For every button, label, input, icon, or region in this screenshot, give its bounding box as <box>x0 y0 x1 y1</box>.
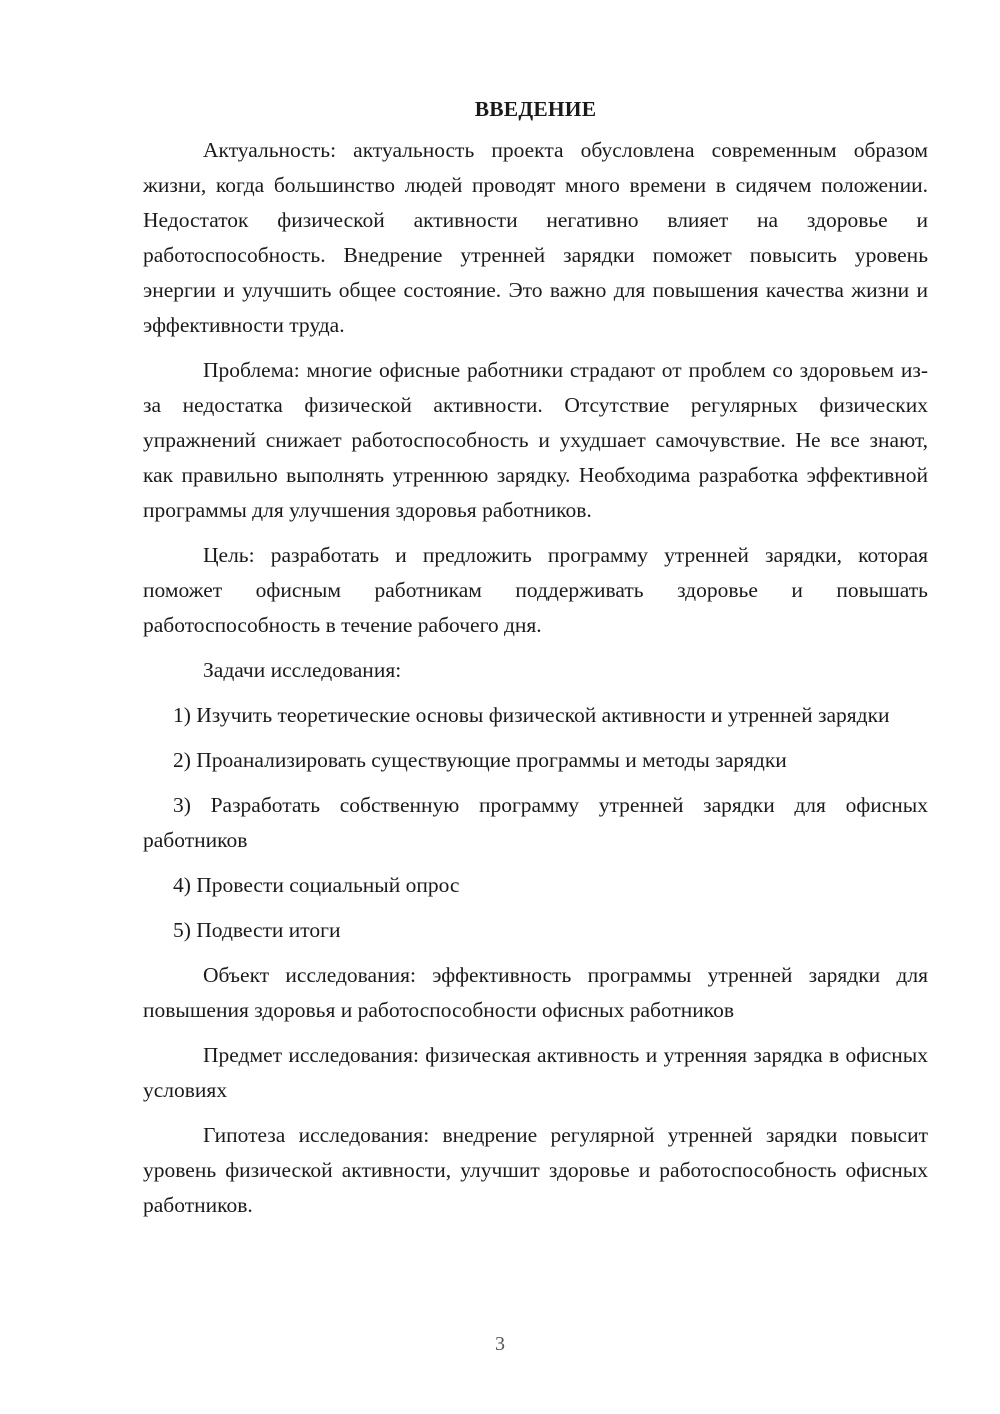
task-item: 3) Разработать собственную программу утренней зарядки для офисных работников <box>143 793 928 852</box>
paragraph-subject: Предмет исследования: физическая активность и утренняя зарядка в офисных условиях <box>143 1043 928 1102</box>
section-title: ВВЕДЕНИЕ <box>474 97 597 121</box>
task-item: 2) Проанализировать существующие программы и методы зарядки <box>173 748 787 772</box>
task-item: 1) Изучить теоретические основы физической активности и утренней зарядки <box>173 703 890 727</box>
tasks-heading: Задачи исследования: <box>203 658 402 682</box>
paragraph-goal: Цель: разработать и предложить программу утренней зарядки, которая поможет офисным работникам поддерживать здоровье и повышать работоспособность в течение рабочего дня. <box>143 543 928 637</box>
document-page <box>143 92 928 1233</box>
task-item: 4) Провести социальный опрос <box>173 873 460 897</box>
paragraph-relevance: Актуальность: актуальность проекта обусловлена современным образом жизни, когда большинство людей проводят много времени в сидячем положении. Недостаток физической активности негативно влияет на здоровье и работоспособность. Внедрение утренней зарядки поможет повысить уровень энергии и улучшить общее состояние. Это важно для повышения качества жизни и эффективности труда. <box>143 138 928 337</box>
paragraph-object: Объект исследования: эффективность программы утренней зарядки для повышения здоровья и работоспособности офисных работников <box>143 963 928 1022</box>
paragraph-problem: Проблема: многие офисные работники страдают от проблем со здоровьем из-за недостатка физической активности. Отсутствие регулярных физических упражнений снижает работоспособность и ухудшает самочувствие. Не все знают, как правильно выполнять утреннюю зарядку. Необходима разработка эффективной программы для улучшения здоровья работников. <box>143 358 928 522</box>
task-item: 5) Подвести итоги <box>173 918 341 942</box>
page-number: 3 <box>495 1333 505 1355</box>
paragraph-hypothesis: Гипотеза исследования: внедрение регулярной утренней зарядки повысит уровень физической активности, улучшит здоровье и работоспособность офисных работников. <box>143 1123 928 1217</box>
